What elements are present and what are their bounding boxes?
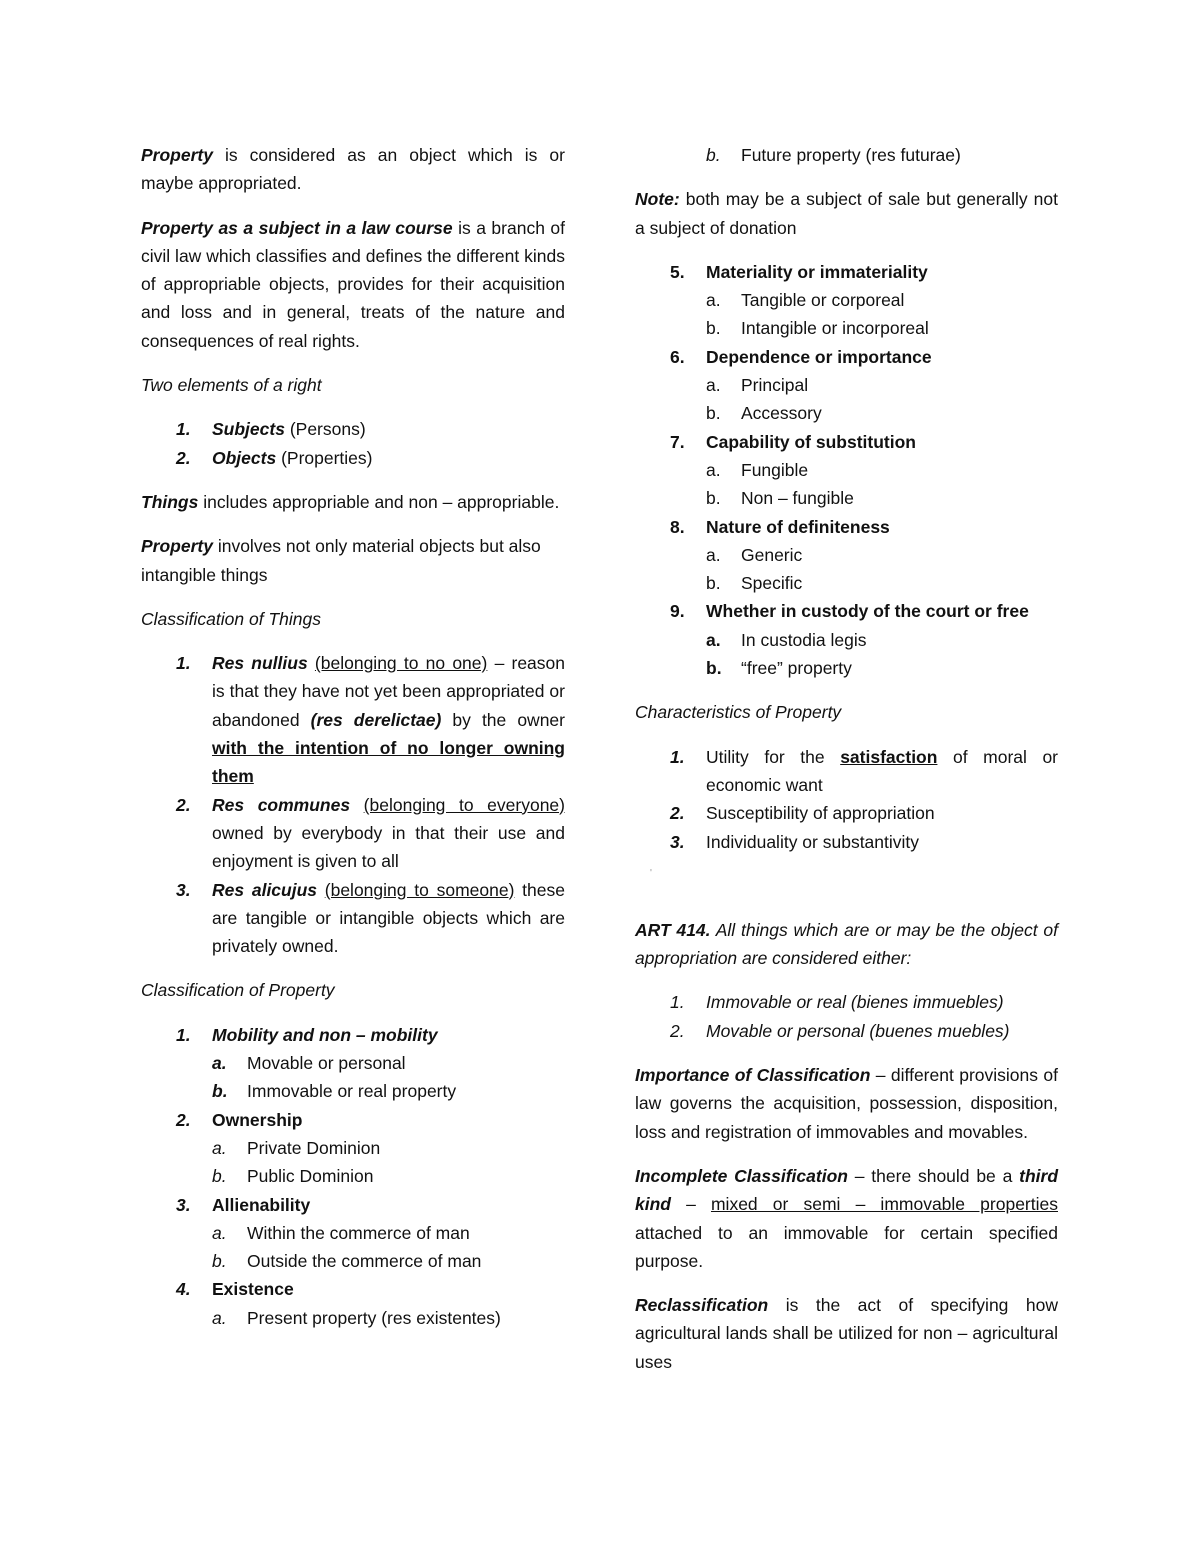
list-item <box>635 828 1058 856</box>
left-column <box>141 141 565 1348</box>
sub-item-letter: b. <box>212 1251 227 1272</box>
sub-item-letter: a. <box>706 629 721 650</box>
text: (Properties) <box>276 447 373 468</box>
property-definition <box>141 141 565 198</box>
sub-item <box>635 654 1058 682</box>
elements-heading: Two elements of a right <box>141 375 322 396</box>
text: Immovable or real (bienes immuebles) <box>706 992 1004 1013</box>
art-414-list <box>635 988 1058 1045</box>
text: Individuality or substantivity <box>706 831 920 852</box>
sub-item-letter: b. <box>706 488 721 509</box>
term: Property as a subject in a law course <box>141 217 453 238</box>
item-label: Ownership <box>212 1109 303 1130</box>
importance-of-classification <box>635 1061 1058 1146</box>
sub-item-text: Within the commerce of man <box>247 1222 470 1243</box>
law-course-definition <box>141 214 565 355</box>
list-item <box>141 444 565 472</box>
sub-item-text: Accessory <box>741 403 822 424</box>
text: – different provisions of law governs the acquisition, possession, disposition, loss and registration of immovables and movables. <box>635 1065 1058 1142</box>
text: – reason is that they have not yet been appropriated or abandoned <box>212 653 566 730</box>
item-label: Mobility and non – mobility <box>212 1024 438 1045</box>
sub-item-letter: b. <box>212 1166 227 1187</box>
sub-item <box>141 1134 565 1162</box>
sub-item-text: In custodia legis <box>741 629 867 650</box>
item-label: Nature of definiteness <box>706 516 890 537</box>
art-414 <box>635 916 1058 973</box>
sub-item <box>635 314 1058 342</box>
term: Property <box>141 145 213 165</box>
text: includes appropriable and non – appropriable. <box>198 491 560 512</box>
classification-of-property-list-continued <box>635 258 1058 682</box>
item-number: 1. <box>670 746 685 767</box>
sub-item-letter: b. <box>706 145 721 165</box>
underlined-text: (belonging to no one) <box>314 653 488 674</box>
bold-underlined-text: satisfaction <box>840 746 938 767</box>
sub-item-text: Principal <box>741 375 809 396</box>
sub-item-letter: b. <box>706 318 721 339</box>
sub-item-text: Private Dominion <box>247 1137 381 1158</box>
term: Property <box>141 536 213 557</box>
sub-item <box>635 484 1058 512</box>
item-label: Allienability <box>212 1194 311 1215</box>
list-item <box>635 743 1058 800</box>
item-number: 4. <box>176 1279 191 1300</box>
item-label: Capability of substitution <box>706 431 916 452</box>
item-number: 6. <box>670 346 685 367</box>
term: Subjects <box>212 419 285 440</box>
article-text: All things which are or may be the object of appropriation are considered either: <box>635 919 1059 969</box>
item-number: 3. <box>176 1194 191 1215</box>
term: Incomplete Classification <box>635 1165 848 1186</box>
list-item <box>141 1275 565 1303</box>
item-label: Whether in custody of the court or free <box>706 601 1029 622</box>
sub-item-text: Intangible or incorporeal <box>741 318 929 339</box>
term: Res nullius <box>212 653 308 674</box>
classification-of-things-list <box>141 649 565 960</box>
text: Utility for the <box>706 746 841 767</box>
list-item <box>141 415 565 443</box>
term: Res communes <box>212 794 351 815</box>
term: Objects <box>212 447 277 468</box>
item-number: 8. <box>670 516 685 537</box>
list-item <box>635 799 1058 827</box>
item-number: 7. <box>670 431 685 452</box>
sub-item <box>141 1247 565 1275</box>
classification-of-property-list <box>141 1021 565 1332</box>
sub-item-letter: a. <box>212 1053 227 1074</box>
text: Susceptibility of appropriation <box>706 803 935 824</box>
classification-of-things-heading: Classification of Things <box>141 608 321 629</box>
sub-item <box>141 1077 565 1105</box>
term: Things <box>141 491 199 512</box>
text: is a branch of civil law which classifies and defines the different kinds of appropriable objects, provides for their acquisition and loss and in general, treats of the nature and consequences of real rights. <box>141 217 566 351</box>
item-number: 1. <box>176 653 191 674</box>
sub-item <box>635 456 1058 484</box>
text: these are tangible or intangible objects which are privately owned. <box>212 879 565 957</box>
sub-item <box>635 569 1058 597</box>
sub-item-text: “free” property <box>741 658 852 679</box>
term: Res alicujus <box>212 879 318 900</box>
elements-list <box>141 415 565 472</box>
sub-item-letter: a. <box>212 1222 227 1243</box>
sub-item-text: Generic <box>741 544 803 565</box>
item-label: Materiality or immateriality <box>706 261 928 282</box>
term: Importance of Classification <box>635 1065 871 1086</box>
sub-item <box>635 399 1058 427</box>
item-number: 1. <box>670 992 685 1013</box>
sub-item-letter: b. <box>212 1081 228 1102</box>
sub-item <box>141 1049 565 1077</box>
text: both may be a subject of sale but generally not a subject of donation <box>635 189 1058 238</box>
sub-item <box>635 141 1058 169</box>
item-number: 3. <box>670 831 685 852</box>
underlined-text: (belonging to someone) <box>324 879 515 900</box>
sub-item <box>635 286 1058 314</box>
item-number: 1. <box>176 1024 191 1045</box>
item-number: 2. <box>670 803 685 824</box>
item-label: Dependence or importance <box>706 346 932 367</box>
sub-item-text: Immovable or real property <box>247 1081 457 1102</box>
sub-item-letter: b. <box>706 573 721 594</box>
text: owned by everybody in that their use and enjoyment is given to all <box>212 822 565 872</box>
item-number: 2. <box>176 794 191 815</box>
sub-item-letter: b. <box>706 658 722 679</box>
item-number: 9. <box>670 601 685 622</box>
sub-item-letter: a. <box>706 290 721 311</box>
property-involves <box>141 532 565 589</box>
sub-item <box>635 541 1058 569</box>
text: – there should be a <box>847 1165 1020 1186</box>
note-label: Note: <box>635 189 680 210</box>
term: Reclassification <box>635 1295 769 1316</box>
sub-item-text: Movable or personal <box>247 1053 406 1074</box>
item-number: 2. <box>670 1020 685 1041</box>
existence-continued-list <box>635 141 1058 169</box>
list-item <box>635 1017 1058 1045</box>
characteristics-list <box>635 743 1058 856</box>
text: involves not only material objects but also intangible things <box>141 536 541 585</box>
term: (res derelictae) <box>310 709 442 730</box>
item-number: 2. <box>176 447 191 468</box>
text: is the act of specifying how agricultural lands shall be utilized for non – agricultural uses <box>635 1295 1058 1372</box>
underlined-text: (belonging to everyone) <box>363 794 565 815</box>
text: (Persons) <box>284 419 366 440</box>
sub-item <box>141 1304 565 1332</box>
list-item <box>141 791 565 876</box>
list-item <box>141 876 565 961</box>
sub-item-letter: b. <box>706 403 721 424</box>
tick-mark: ' <box>650 867 652 879</box>
list-item <box>635 343 1058 371</box>
reclassification <box>635 1291 1058 1376</box>
item-label: Existence <box>212 1279 294 1300</box>
item-number: 3. <box>176 879 191 900</box>
sub-item-letter: a. <box>706 375 721 396</box>
sub-item-text: Outside the commerce of man <box>247 1251 482 1272</box>
sub-item-text: Future property (res futurae) <box>741 145 961 165</box>
things-definition <box>141 488 565 516</box>
sub-item-text: Non – fungible <box>741 488 854 509</box>
article-label: ART 414. <box>635 919 711 940</box>
text: attached to an immovable for certain specified purpose. <box>635 1222 1058 1271</box>
text: is considered as an object which is or maybe appropriated. <box>141 145 565 194</box>
sub-item <box>141 1162 565 1190</box>
sub-item-text: Public Dominion <box>247 1166 374 1187</box>
bold-underlined-text: with the intention of no longer owning them <box>212 738 565 787</box>
note <box>635 185 1058 242</box>
text: – <box>670 1194 711 1215</box>
sub-item-text: Specific <box>741 573 803 594</box>
list-item <box>635 988 1058 1016</box>
list-item <box>141 1021 565 1049</box>
characteristics-heading: Characteristics of Property <box>635 702 842 723</box>
item-number: 5. <box>670 261 685 282</box>
right-column <box>635 141 1058 1392</box>
sub-item <box>635 371 1058 399</box>
list-item <box>635 258 1058 286</box>
sub-item-text: Tangible or corporeal <box>741 290 905 311</box>
list-item <box>635 513 1058 541</box>
stray-mark <box>635 856 1058 916</box>
sub-item-letter: a. <box>706 459 721 480</box>
item-number: 1. <box>176 419 191 440</box>
underlined-text: mixed or semi – immovable properties <box>710 1194 1058 1215</box>
list-item <box>635 428 1058 456</box>
list-item <box>141 1106 565 1134</box>
sub-item-text: Fungible <box>741 459 809 480</box>
classification-of-property-heading: Classification of Property <box>141 980 335 1001</box>
text: of moral or economic want <box>706 746 1058 795</box>
sub-item-letter: a. <box>212 1137 227 1158</box>
sub-item-text: Present property (res existentes) <box>247 1307 501 1328</box>
sub-item-letter: a. <box>212 1307 227 1328</box>
list-item <box>141 1191 565 1219</box>
item-number: 2. <box>176 1109 191 1130</box>
sub-item <box>141 1219 565 1247</box>
term: third kind <box>635 1165 1059 1215</box>
incomplete-classification <box>635 1162 1058 1275</box>
sub-item <box>635 626 1058 654</box>
text: Movable or personal (buenes muebles) <box>706 1020 1010 1041</box>
text: by the owner <box>441 709 565 730</box>
sub-item-letter: a. <box>706 544 721 565</box>
list-item <box>141 649 565 790</box>
list-item <box>635 597 1058 625</box>
